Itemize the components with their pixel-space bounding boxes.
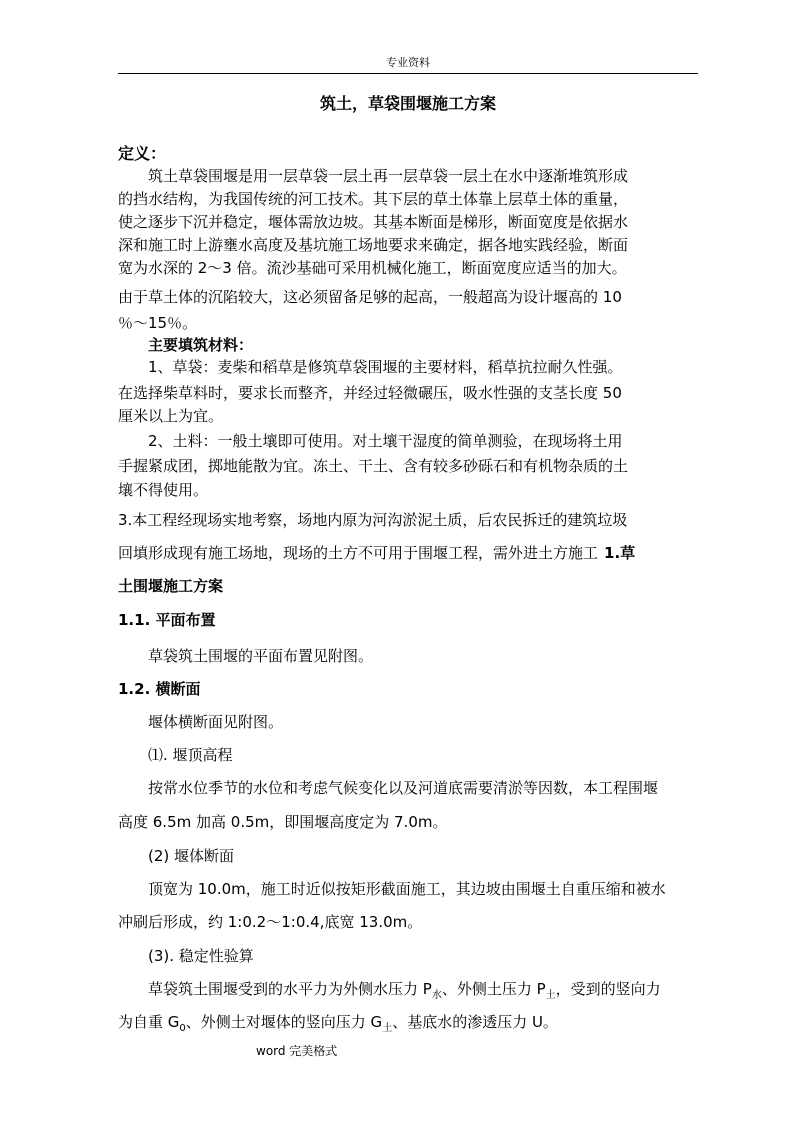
materials-line: 1、草袋：麦柴和稻草是修筑草袋围堰的主要材料，稻草抗拉耐久性强。: [148, 358, 623, 376]
materials-line: 壤不得使用。: [118, 481, 209, 499]
section-1-1-heading: 1.1. 平面布置: [118, 611, 216, 629]
line-text: 、外侧土压力 P: [441, 980, 546, 998]
plan-heading-inline: 1.草: [604, 544, 636, 562]
page-header-label: 专业资料: [386, 56, 430, 69]
materials-line: 在选择柴草料时，要求长而整齐，并经过轻微碾压，吸水性强的支茎长度 50: [118, 384, 622, 402]
subsection-1-line: 按常水位季节的水位和考虑气候变化以及河道底需要清淤等因数，本工程围堰: [148, 779, 659, 797]
definition-line: 宽为水深的 2～3 倍。流沙基础可采用机械化施工，断面宽度应适当的加大。: [118, 259, 627, 277]
subsection-2-line: 顶宽为 10.0m，施工时近似按矩形截面施工，其边坡由围堰土自重压缩和被水: [148, 880, 666, 898]
materials-line: 2、土料：一般土壤即可使用。对土壤干湿度的简单测验，在现场将土用: [148, 432, 623, 450]
subscript: 0: [179, 1023, 186, 1034]
definition-heading: 定义：: [118, 144, 167, 163]
line-text: 为自重 G: [118, 1013, 180, 1031]
section-1-2-text: 堰体横断面见附图。: [148, 713, 284, 731]
subsection-2-heading: (2) 堰体断面: [148, 847, 235, 865]
subsection-3-line: [148, 978, 661, 1000]
subscript: 土: [382, 1023, 393, 1034]
line-text: ，受到的竖向力: [555, 980, 661, 998]
site-line-text: 回填形成现有施工场地，现场的土方不可用于围堰工程，需外进土方施工: [118, 544, 599, 562]
page-footer-label: word 完美格式: [256, 1044, 338, 1058]
materials-line: 厘米以上为宜。: [118, 407, 224, 425]
subsection-3-heading: (3). 稳定性验算: [148, 947, 254, 965]
site-line: 3.本工程经现场实地考察，场地内原为河沟淤泥土质，后农民拆迁的建筑垃圾: [118, 511, 628, 529]
section-1-2-heading: 1.2. 横断面: [118, 680, 201, 698]
subsection-1-heading: ⑴. 堰顶高程: [148, 746, 233, 764]
definition-line: ％～15％。: [118, 314, 198, 332]
line-text: 草袋筑土围堰受到的水平力为外侧水压力 P: [148, 980, 432, 998]
header-rule: [118, 73, 698, 74]
subscript: 土: [545, 990, 556, 1001]
definition-line: 的挡水结构，为我国传统的河工技术。其下层的草土体靠上层草土体的重量，: [118, 190, 629, 208]
section-1-1-text: 草袋筑土围堰的平面布置见附图。: [148, 647, 374, 665]
definition-line: 由于草土体的沉陷较大，这必须留备足够的起高，一般超高为设计堰高的 10: [118, 288, 622, 306]
subsection-2-line: 冲刷后形成，约 1:0.2～1:0.4,底宽 13.0m。: [118, 913, 423, 931]
document-title: 筑土，草袋围堰施工方案: [319, 94, 496, 113]
line-text: 、外侧土对堰体的竖向压力 G: [185, 1013, 383, 1031]
subsection-1-line: 高度 6.5m 加高 0.5m，即围堰高度定为 7.0m。: [118, 813, 448, 831]
materials-line: 手握紧成团，掷地能散为宜。冻土、干土、含有较多砂砾石和有机物杂质的土: [118, 457, 629, 475]
subscript: 水: [431, 990, 442, 1001]
definition-line: 使之逐步下沉并稳定，堰体需放边坡。其基本断面是梯形，断面宽度是依据水: [118, 213, 629, 231]
subsection-3-line: [118, 1011, 558, 1033]
definition-line: 深和施工时上游壅水高度及基坑施工场地要求来确定，据各地实践经验，断面: [118, 236, 629, 254]
site-line: [118, 542, 635, 564]
materials-heading: 主要填筑材料：: [148, 336, 254, 354]
plan-heading: 土围堰施工方案: [118, 577, 224, 595]
definition-line: 筑土草袋围堰是用一层草袋一层土再一层草袋一层土在水中逐渐堆筑形成: [148, 167, 629, 185]
line-text: 、基底水的渗透压力 U。: [392, 1013, 558, 1031]
